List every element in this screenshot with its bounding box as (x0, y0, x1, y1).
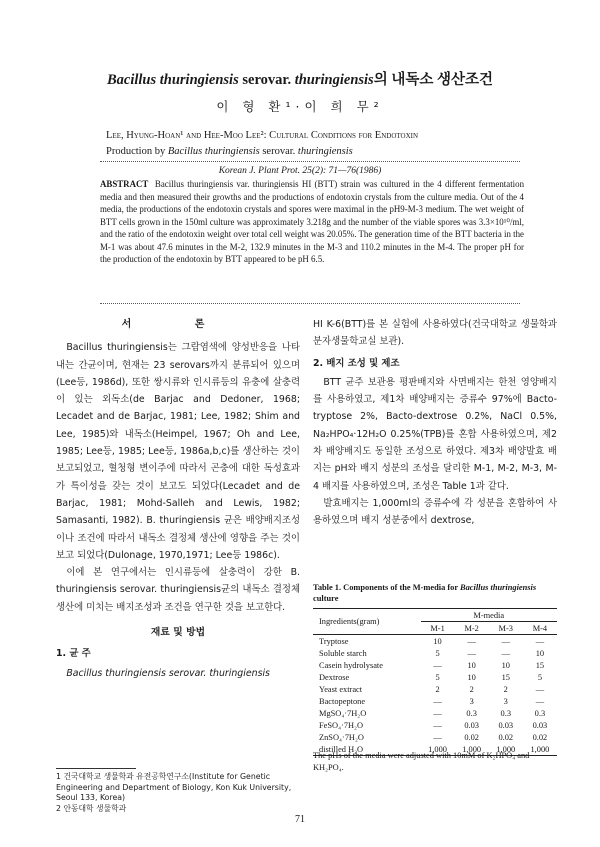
table-cell-value: 1,000 (523, 743, 557, 756)
table-row (313, 659, 557, 671)
table-cell-value: 15 (535, 660, 545, 670)
table-cell-value: 5 (537, 672, 542, 682)
table-cell-value: 0.02 (532, 732, 548, 742)
table-row (313, 731, 557, 743)
table-cell-value: — (433, 696, 442, 706)
table-cell-value: — (467, 648, 476, 658)
table-cell-ingredient: Yeast extract (319, 684, 363, 694)
medium-paragraph-2: 발효배지는 1,000ml의 증류수에 각 성분을 혼합하여 사용하였으며 배지 성분중에서 dextrose, (313, 497, 557, 527)
table-cell-value: 2 (503, 684, 508, 694)
table-cell-value: 1,000 (489, 743, 523, 756)
table-cell-ingredient: Tryptose (313, 635, 421, 648)
table-caption: Table 1. Components of the M-media for Bacillus thuringiensis culture (313, 583, 537, 603)
footnotes (56, 772, 300, 814)
table-cell-value: — (501, 648, 510, 658)
korean-authors: 이 형 환¹·이 희 무² (216, 99, 384, 114)
table-cell-ingredient: distilled H₂O (313, 743, 421, 756)
divider-bottom (100, 303, 520, 304)
table-cell-value: 3 (503, 696, 508, 706)
table-cell-value: 2 (469, 684, 474, 694)
table-cell-value: 0.02 (498, 732, 514, 742)
table-cell-value: — (433, 708, 442, 718)
table-cell-value: — (455, 635, 489, 648)
table-col-header: M-2 (464, 623, 479, 633)
footnote-2: 2 안동대학 생물학과 (56, 803, 127, 813)
table-cell-value: — (433, 732, 442, 742)
table-row (313, 695, 557, 707)
medium-paragraph-1: BTT 균주 보관용 평판배지와 사면배지는 한천 영양배지를 사용하였고, 제1차 배양배지는 증류수 97%에 Bacto-tryptose 2%, Bacto-dextrose 0.2%, NaCl 0.5%, Na₂HPO₄·12H₂O 0.25%(TPB)를 혼합 사용하였으며, 제2차 배양배지도 동일한 조성으로 하였다. 제3차 배양발효 배지는 pH와 배지 성분의 조성을 달리한 M-1, M-2, M-3, M-4 배지를 사용하였으며, 조성은 Table 1과 같다. (313, 376, 557, 492)
footnote-divider (56, 768, 136, 769)
table-cell-ingredient: Soluble starch (319, 648, 367, 658)
table-cell-value: — (535, 684, 545, 694)
table-cell-value: 10 (501, 660, 510, 670)
strain-paragraph-cont: HI K-6(BTT)를 본 실험에 사용하였다(건국대학교 생물학과 분자생물학교실 보관). (313, 319, 557, 348)
table-cell-value: 0.3 (534, 708, 546, 718)
intro-paragraph-1: Bacillus thuringiensis는 그람염색에 양성반응을 나타내는 간균이며, 현재는 23 serovars까지 분류되어 있으며(Lee등, 1986d), 또한 쌍시류와 인시류등의 유충에 살충력이 있는 외독소(de Barjac and Dedoner, 1968; Lecadet and de Barjac, 1981; Lee, 1982; Shim and Lee, 1985)와 내독소(Heimpel, 1967; Oh and Lee, 1985; Lee등, 1985; Lee등, 1986a,b,c)를 생산하는 것이 보고되었고, 혈청형 변이주에 따라서 곤충에 대한 독성효과가 특이성을 갖는 것이 보고도 되었다(Lecadet and de Barjac, 1981; Mohd-Salleh and Lewis, 1982; Samasanti, 1982). B. thuringiensis 균은 배양배지조성이나 조건에 따라서 내독소 결정체 생산에 영향을 주는 것이 보고 되었다(Dulonage, 1970,1971; Lee등 1986c). (56, 342, 300, 561)
table-cell-value: 3 (469, 696, 474, 706)
table-cell-ingredient: MgSO₄·7H₂O (319, 708, 367, 718)
table-cell-value: 5 (435, 672, 440, 682)
table-cell-value: — (523, 635, 557, 648)
paper-title: Bacillus thuringiensis serovar. thuringiensis의 내독소 생산조건 (106, 72, 494, 88)
english-byline-line2: Production by Bacillus thuringiensis serovar. thuringiensis (106, 146, 353, 157)
table-row (313, 635, 557, 648)
intro-paragraph-2: 이에 본 연구에서는 인시류등에 살충력이 강한 B. thuringiensis serovar. thuringiensis균의 내독소 결정체 생산에 미치는 배지조성과 조건을 연구한 것을 보고한다. (56, 567, 300, 613)
table-cell-value: 0.03 (498, 720, 514, 730)
english-byline (106, 128, 526, 160)
journal-citation: Korean J. Plant Prot. 25(2): 71—76(1986) (218, 166, 382, 176)
divider-top (100, 161, 520, 162)
table-col-header: M-1 (430, 623, 445, 633)
table-cell-value: 10 (421, 635, 455, 648)
table-header-group: M-media (421, 609, 558, 622)
english-byline-line1: Lee, Hyung-Hoan¹ and Hee-Moo Lee²: Cultural Conditions for Endotoxin (106, 130, 419, 141)
table-col-header: M-4 (532, 623, 548, 633)
table-cell-value: 2 (435, 684, 440, 694)
abstract (100, 178, 524, 266)
table-row (313, 707, 557, 719)
table-cell-ingredient: Bactopeptone (319, 696, 366, 706)
table-cell-value: 0.03 (532, 720, 548, 730)
table-note: The pHs of the media were adjusted with 10mM of K₂HPO₄ and KH₂PO₄. (313, 751, 530, 772)
table-cell-value: 10 (535, 648, 545, 658)
section-heading-methods: 재료 및 방법 (150, 627, 206, 639)
strain-paragraph: Bacillus thuringiensis serovar. thuringiensis (66, 667, 270, 679)
table-cell-value: 15 (501, 672, 510, 682)
footnote-1: 1 건국대학교 생물학과 유전공학연구소(Institute for Genetic Engineering and Department of Biology, Kon Kuk University, Seoul 133, Korea) (56, 772, 292, 802)
table-cell-value: 0.3 (500, 708, 511, 718)
table-cell-value: — (433, 720, 442, 730)
left-column (56, 316, 300, 682)
table-cell-value: — (433, 660, 442, 670)
section-heading-introduction: 서 론 (121, 319, 235, 330)
table-cell-value: 0.02 (464, 732, 479, 742)
table-row (313, 647, 557, 659)
page-number: 71 (295, 814, 305, 825)
table-cell-value: 0.03 (464, 720, 479, 730)
table-cell-value: 10 (467, 660, 476, 670)
table-row (313, 671, 557, 683)
table-cell-value: 10 (467, 672, 476, 682)
abstract-label: ABSTRACT (100, 179, 149, 189)
table-col-header: M-3 (498, 623, 513, 633)
table-cell-value: — (489, 635, 523, 648)
subheading-strain: 1. 균 주 (56, 648, 91, 660)
table-row (313, 683, 557, 695)
table-cell-ingredient: Dextrose (319, 672, 350, 682)
table-cell-value: — (535, 696, 545, 706)
table-row (313, 719, 557, 731)
table-cell-ingredient: FeSO₄·7H₂O (319, 720, 363, 730)
right-column (313, 316, 557, 530)
abstract-text: Bacillus thuringiensis var. thuringiensis HI (BTT) strain was cultured in the 4 different fermentation media and then measured their growths and the productions of endotoxin crystals from the culture media. Out of the 4 media, the productions of the endotoxin crystals and spores were maximal in the pH9-M-3 medium. The wet weight of BTT cells grown in the 150ml culture was approximately 3.218g and the number of the viable spores was 3.3×10¹⁰/ml, and the ratio of the endotoxin weight over total cell weight was 20.05%. The generation time of the BTT bacteria in the M-1 was about 47.6 minutes in the M-2, 132.9 minutes in the M-3 and 110.2 minutes in the M-4. The proper pH for the production of the endotoxin by BTT appeared to be pH 6.5. (100, 179, 525, 264)
subheading-medium: 2. 배지 조성 및 제조 (313, 357, 400, 369)
table-cell-ingredient: ZnSO₄·7H₂O (319, 732, 364, 742)
table-cell-value: 1,000 (421, 743, 455, 756)
media-components-table (313, 608, 557, 756)
table-cell-value: 5 (435, 648, 440, 658)
table-cell-ingredient: Casein hydrolysate (319, 660, 383, 670)
table-cell-value: 1,000 (455, 743, 489, 756)
table-cell-value: 0.3 (466, 708, 477, 718)
table-header-ingredients: Ingredients(gram) (313, 609, 421, 635)
